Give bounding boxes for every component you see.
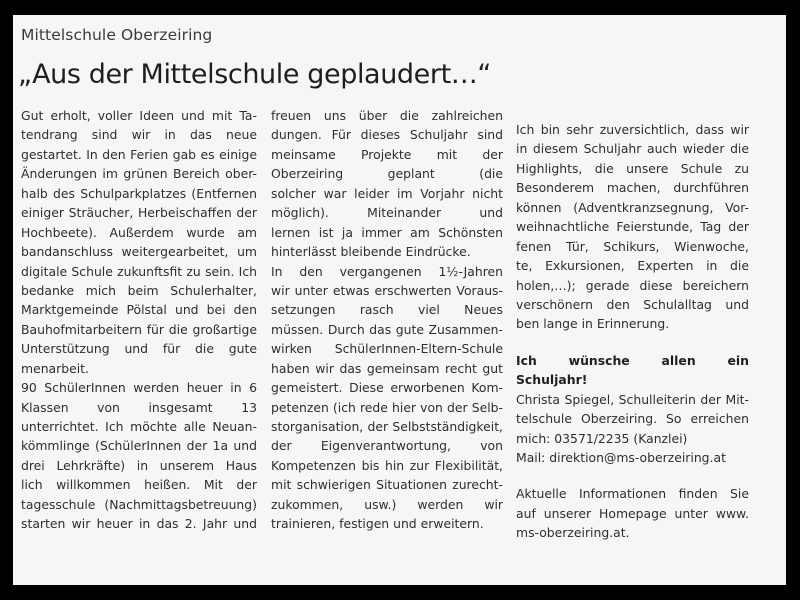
text-line: weihnachtliche Feierstunde, Tag der [516, 219, 749, 235]
article-column-2 [271, 106, 503, 534]
text-line: verschönern den Schulalltag und [516, 296, 749, 312]
text-line: können (Adventkranzsegnung, Vor- [516, 199, 749, 215]
text-line: Christa Spiegel, Schulleiterin der Mit- [516, 391, 749, 407]
text-line: haben wir das gemeinsam recht gut [271, 360, 503, 376]
text-line: Ich wünsche allen ein [516, 352, 749, 368]
text-line: wirken SchülerInnen-Eltern-Schule [271, 341, 503, 357]
text-line: Gut erholt, voller Ideen und mit Ta- [21, 108, 257, 123]
text-line: ms-oberzeiring.at. [516, 525, 630, 541]
text-line: halb des Schulparkplatzes (Entfernen [21, 185, 257, 201]
text-line: bedanke mich beim Schulerhalter, [21, 282, 257, 298]
section-kicker: Mittelschule Oberzeiring [21, 26, 213, 44]
text-line: tagesschule (Nachmittagsbetreuung) [21, 496, 257, 512]
text-line: zukommen, usw.) werden wir [271, 496, 503, 512]
text-line: petenzen (ich rede hier von der Selb- [271, 399, 503, 415]
info-paragraph [516, 484, 749, 542]
text-line: Klassen von insgesamt 13 [21, 399, 257, 415]
text-line: lernen ist ja immer am Schönsten [271, 224, 503, 240]
text-line: meinsame Projekte mit der [271, 146, 503, 162]
text-line: menarbeit. [21, 360, 89, 376]
text-line: starten wir heuer in das 2. Jahr und [21, 516, 257, 532]
text-line: Schuljahr! [516, 372, 588, 388]
text-line: Kompetenzen bis hin zur Flexibilität, [271, 457, 503, 473]
text-line: Marktgemeinde Pölstal und bei den [21, 302, 257, 318]
text-line: der Eigenverantwortung, von [271, 438, 503, 454]
text-line: müssen. Durch das gute Zusammen- [271, 321, 503, 337]
text-line: einiger Sträucher, Herbeischaffen der [21, 205, 257, 221]
text-line: 90 SchülerInnen werden heuer in 6 [21, 380, 257, 396]
text-line: In den vergangenen 1½-Jahren [271, 263, 503, 279]
article-column-1 [21, 106, 257, 534]
text-line: gestartet. In den Ferien gab es einige [21, 146, 257, 162]
text-line: Highlights, die unsere Schule zu [516, 160, 749, 176]
text-line: mit schwierigen Situationen zurecht- [271, 477, 503, 493]
text-line: setzungen rasch viel Neues [271, 302, 503, 318]
text-line: telschule Oberzeiring. So erreichen [516, 411, 749, 427]
text-line: kömmlinge (SchülerInnen der 1a und [21, 438, 257, 454]
text-line: trainieren, festigen und erweitern. [271, 516, 484, 532]
text-line: freuen uns über die zahlreichen [271, 108, 503, 123]
text-line: bandanschluss weitergearbeitet, um [21, 244, 257, 260]
text-line: Hochbeete). Außerdem wurde am [21, 224, 257, 240]
text-line: Bauhofmitarbeitern für die großartige [21, 321, 257, 337]
text-line: auf unserer Homepage unter www. [516, 505, 749, 521]
text-line: Unterstützung und für die gute [21, 341, 257, 357]
wish-paragraph [516, 351, 749, 390]
text-line: fenen Tür, Schikurs, Wienwoche, [516, 238, 749, 254]
signature-paragraph [516, 390, 749, 468]
text-line: möglich). Miteinander und [271, 205, 503, 221]
text-line: hinterlässt bleibende Eindrücke. [271, 244, 471, 260]
text-line: digitale Schule zukunftsfit zu sein. Ich [21, 263, 257, 279]
text-line: unterrichtet. Ich möchte alle Neuan- [21, 419, 257, 434]
article-column-3 [516, 120, 749, 543]
text-line: Ich bin sehr zuversichtlich, dass wir [516, 122, 749, 137]
newsletter-page [13, 15, 786, 585]
text-line: storganisation, der Selbstständigkeit, [271, 419, 503, 434]
text-line: Änderungen im grünen Bereich ober- [21, 166, 257, 182]
text-line: in diesem Schuljahr auch wieder die [516, 141, 749, 157]
text-line: ben lange in Erinnerung. [516, 316, 670, 332]
text-line: Mail: direktion@ms-oberzeiring.at [516, 450, 726, 465]
text-line: Oberzeiring geplant (die [271, 166, 503, 182]
text-line: mich: 03571/2235 (Kanzlei) [516, 430, 688, 446]
text-line: drei Lehrkräfte) in unserem Haus [21, 457, 257, 473]
text-line: Aktuelle Informationen finden Sie [516, 486, 749, 502]
text-line: solcher war leider im Vorjahr nicht [271, 185, 503, 201]
text-line: wir unter etwas erschwerten Voraus- [271, 282, 503, 298]
text-line: gemeistert. Diese erworbenen Kom- [271, 380, 503, 396]
text-line: tendrang sind wir in das neue [21, 127, 257, 143]
text-line: lich willkommen heißen. Mit der [21, 477, 257, 493]
text-line: holen,…); gerade diese bereichern [516, 277, 749, 293]
closing-paragraph [516, 120, 749, 334]
text-line: te, Exkursionen, Experten in die [516, 258, 749, 274]
text-line: dungen. Für dieses Schuljahr sind [271, 127, 503, 143]
article-headline: „Aus der Mittelschule geplaudert…“ [18, 59, 491, 90]
text-line: Besonderem machen, durchführen [516, 180, 749, 196]
